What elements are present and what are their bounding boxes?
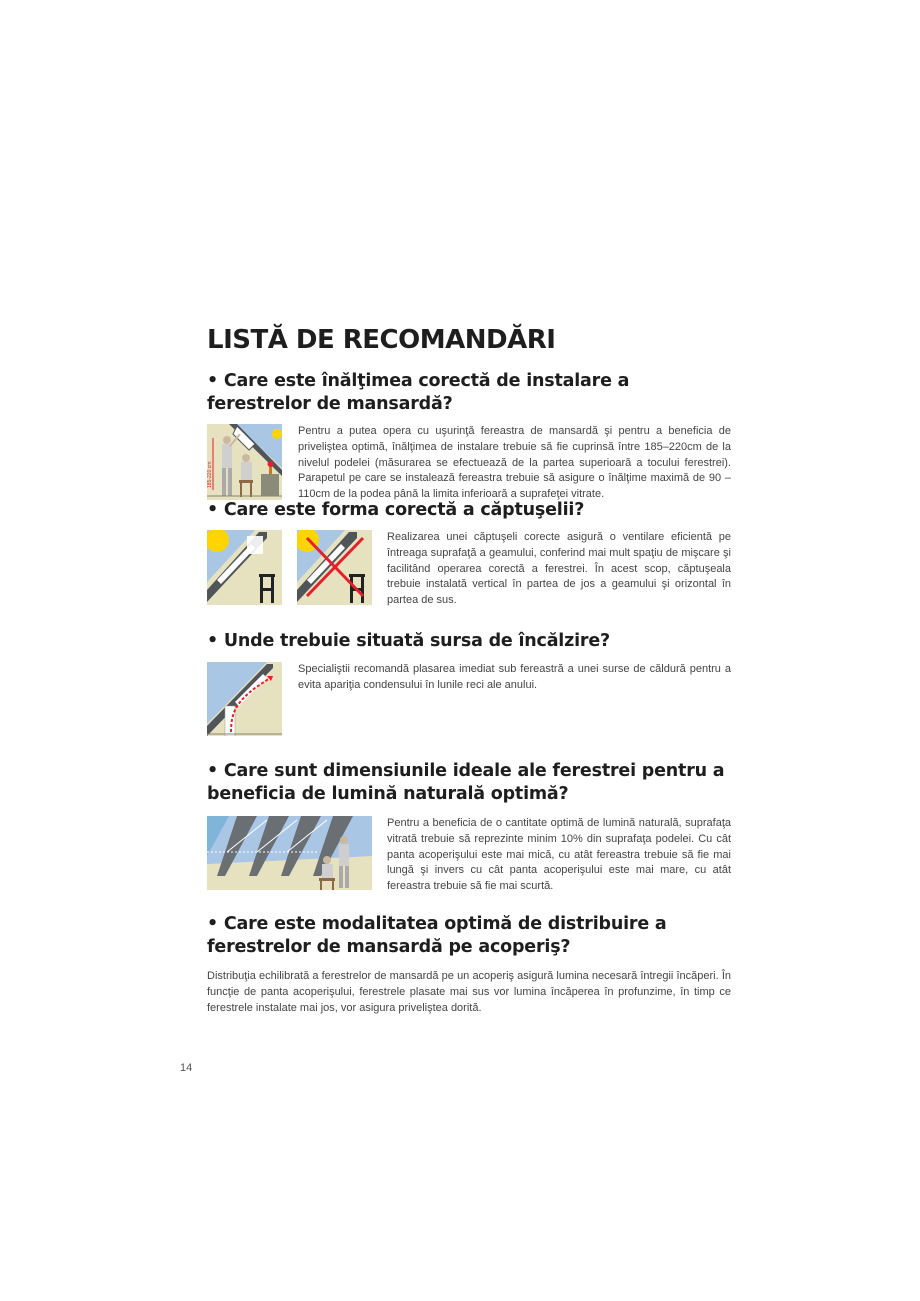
section-heading: • Care sunt dimensiunile ideale ale ferestrei pentru a beneficia de lumină naturală optimă? <box>207 761 725 804</box>
section-text: Pentru a putea opera cu uşurinţă fereastra de mansardă şi pentru a beneficia de priveliştea optimă, înălţimea de instalare trebuie să fie cuprinsă între 185–220cm de la nivelul podelei (măsurarea se efectuează de la partea superioară a tocului ferestrei). Parapetul pe care se instalează fereastra trebuie să asigure o înălţime maximă de 90 –110cm de la podea până la limita inferioară a suprafeţei vitrate. <box>298 425 731 501</box>
section-lining-shape <box>207 499 737 608</box>
section-text: Distribuţia echilibrată a ferestrelor de mansardă pe un acoperiş asigură lumina necesară întregii încăperi. În funcţie de panta acoperişului, ferestrele plasate mai sus vor lumina încăperea în profunzime, în timp ce ferestrele instalate mai jos, vor asigura priveliştea dorită. <box>207 970 731 1014</box>
section-text: Realizarea unei căptuşeli corecte asigură o ventilare eficientă pe întreaga suprafaţă a geamului, conferind mai mult spaţiu de mişcare şi facilitând operarea corectă a ferestrei. În acest scop, căptuşeala trebuie instalată vertical în partea de jos a geamului şi orizontal în partea de sus. <box>387 531 731 607</box>
correct-lining-illustration <box>207 530 282 605</box>
section-heading: • Care este modalitatea optimă de distribuire a ferestrelor de mansardă pe acoperiş? <box>207 914 667 957</box>
section-heating-source <box>207 630 737 738</box>
section-heading: • Care este forma corectă a căptuşelii? <box>207 500 585 520</box>
incorrect-lining-illustration <box>297 530 372 605</box>
section-text: Specialiştii recomandă plasarea imediat sub fereastră a unei surse de căldură pentru a evita apariţia condensului în lunile reci ale anului. <box>298 663 731 691</box>
section-window-dimensions <box>207 760 737 896</box>
height-range-label: 185-220 cm <box>207 461 213 488</box>
section-window-distribution <box>207 913 737 1016</box>
page-title: LISTĂ DE RECOMANDĂRI <box>207 325 556 355</box>
section-heading: • Unde trebuie situată sursa de încălzire? <box>207 631 610 651</box>
section-heading: • Care este înălţimea corectă de instalare a ferestrelor de mansardă? <box>207 371 630 414</box>
section-text: Pentru a beneficia de o cantitate optimă de lumină naturală, suprafaţa vitrată trebuie să reprezinte minim 10% din suprafaţa podelei. Cu cât panta acoperişului este mai mică, cu atât fereastra trebuie să fie mai lungă şi invers cu cât panta acoperişului este mai mare, cu atât fereastra trebuie să fie mai scurtă. <box>387 817 731 893</box>
heating-source-illustration <box>207 662 282 736</box>
window-dimensions-illustration <box>207 816 372 890</box>
section-installation-height <box>207 370 737 504</box>
installation-height-illustration <box>207 424 282 500</box>
page-number: 14 <box>180 1062 193 1074</box>
